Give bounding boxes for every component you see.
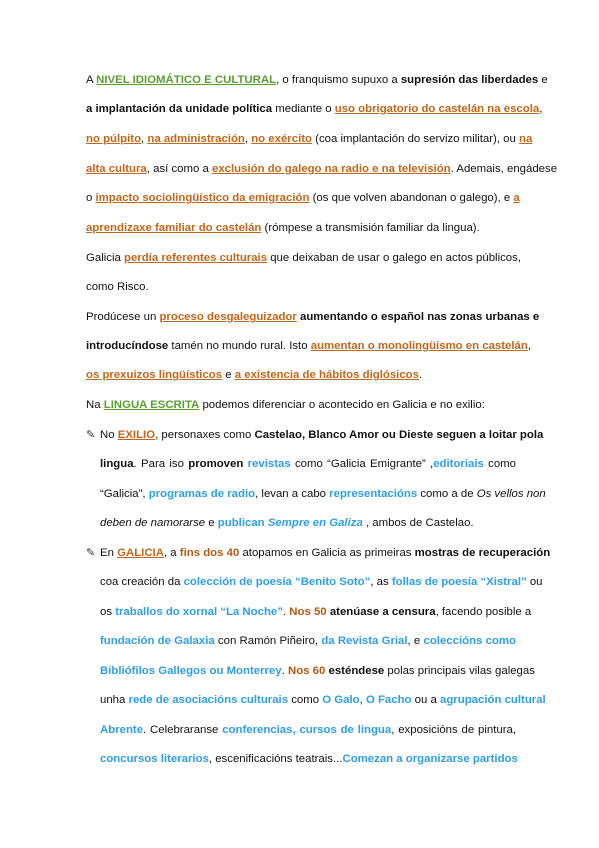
- p1-line1: A NIVEL IDIOMÁTICO E CULTURAL, o franquismo supuxo a supresión das liberdades e: [86, 74, 548, 86]
- p3-line1: Prodúcese un proceso desgaleguizador aumentando o español nas zonas urbanas e: [86, 311, 540, 323]
- p3-line2: introducíndose tamén no mundo rural. Isto aumentan o monolingüismo en castelán,: [86, 340, 531, 352]
- keyword-nivel: NIVEL IDIOMÁTICO E CULTURAL: [96, 74, 277, 86]
- pencil-bullet-icon: ✎: [86, 547, 96, 559]
- b2-line4: fundación de Galaxia con Ramón Piñeiro, da Revista Grial, e coleccións como: [100, 635, 516, 647]
- b2-line7: Abrente. Celebraranse conferencias, cursos de lingua, exposicións de pintura,: [100, 724, 516, 736]
- p1-line5: o impacto sociolingüístico da emigración (os que volven abandonan o galego), e a: [86, 192, 520, 204]
- p2-line2: como Risco.: [86, 281, 149, 293]
- p2-line1: Galicia perdía referentes culturais que deixaban de usar o galego en actos públicos,: [86, 252, 522, 264]
- b1-line3: “Galicia”, programas de radio, levan a cabo representacións como a de Os vellos non: [100, 488, 546, 500]
- p4-line1: Na LINGUA ESCRITA podemos diferenciar o acontecido en Galicia e no exilio:: [86, 399, 485, 411]
- b2-line6: unha rede de asociacións culturais como O Galo, O Facho ou a agrupación cultural: [100, 694, 546, 706]
- b2-line1: En GALICIA, a fins dos 40 atopamos en Galicia as primeiras mostras de recuperación: [100, 547, 551, 559]
- b2-line8: concursos literarios, escenificacións teatrais...Comezan a organizarse partidos: [100, 753, 518, 765]
- p1-line4: alta cultura, así como a exclusión do galego na radio e na televisión. Ademais, engádese: [86, 163, 558, 175]
- b2-line2: coa creación da colección de poesía “Benito Soto”, as follas de poesía “Xistral” ou: [100, 576, 543, 588]
- p1-line6: aprendizaxe familiar do castelán (rómpese a transmisión familiar da lingua).: [86, 222, 480, 234]
- b1-line1: No EXILIO, personaxes como Castelao, Blanco Amor ou Dieste seguen a loitar pola: [100, 429, 544, 441]
- p1-line3: no púlpito, na administración, no exército (coa implantación do servizo militar), ou na: [86, 133, 533, 145]
- b1-line4: deben de namorarse e publican Sempre en Galiza , ambos de Castelao.: [100, 517, 474, 529]
- b1-line2: lingua. Para iso promoven revistas como “Galicia Emigrante” ,editoriais como: [100, 458, 516, 470]
- b2-line5: Bibliófilos Gallegos ou Monterrey. Nos 60 esténdese polas principais vilas galegas: [100, 665, 535, 677]
- p3-line3: os prexuizos lingüísticos e a existencia de hábitos diglósicos.: [86, 369, 423, 381]
- p1-line2: a implantación da unidade política mediante o uso obrigatorio do castelán na escola,: [86, 103, 543, 115]
- b2-line3: os traballos do xornal “La Noche”. Nos 50 atenúase a censura, facendo posible a: [100, 606, 532, 618]
- pencil-bullet-icon: ✎: [86, 429, 96, 441]
